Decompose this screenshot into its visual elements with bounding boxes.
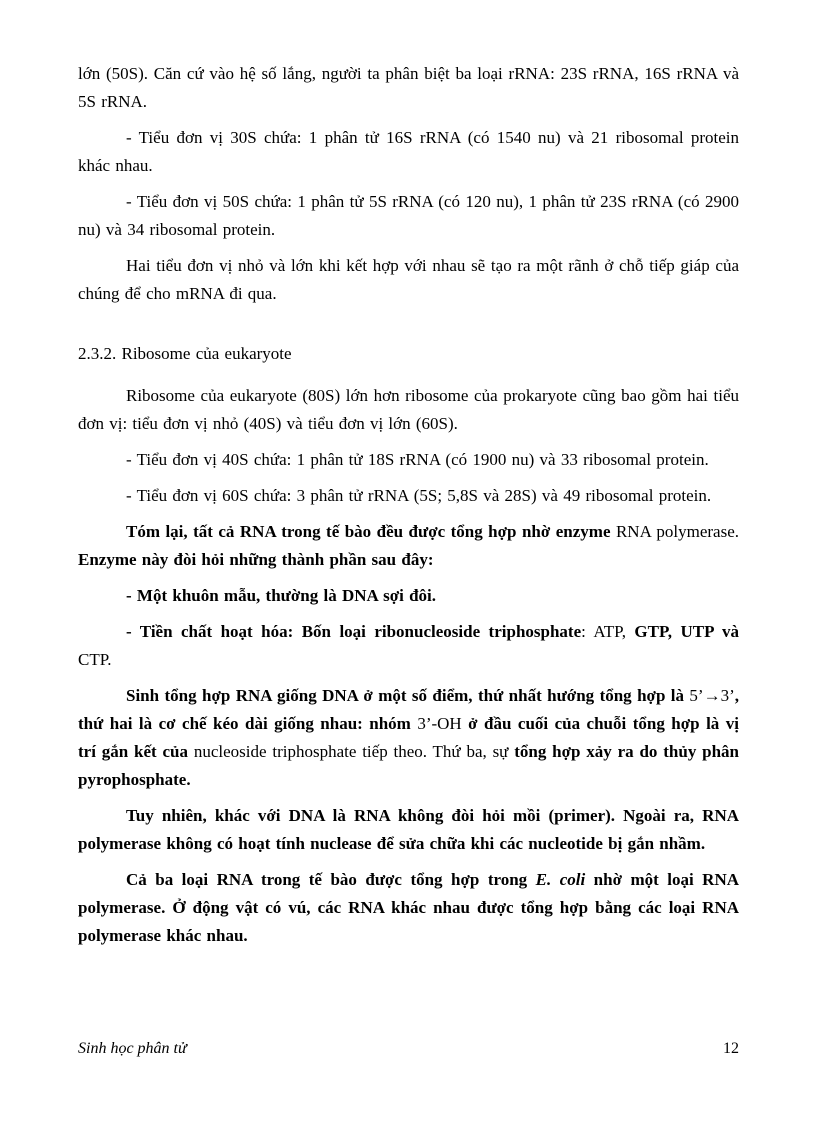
text-run: 2.3.2. Ribosome của eukaryote xyxy=(78,344,292,363)
text-run: tổng hợp xảy ra do thủy phân pyrophosphate. xyxy=(78,742,739,789)
text-run: GTP, UTP và xyxy=(634,622,739,641)
paragraph-subunit-40s xyxy=(78,446,739,474)
paragraph-subunit-30s xyxy=(78,124,739,180)
text-run: lớn (50S). Căn cứ vào hệ số lắng, người ta phân biệt ba loại rRNA: 23S rRNA, 16S rRNA và 5S rRNA. xyxy=(78,64,739,111)
paragraph-subunit-50s xyxy=(78,188,739,244)
footer-title: Sinh học phân tử xyxy=(78,1040,187,1057)
text-run: Tuy nhiên, khác với DNA là RNA không đòi hỏi mồi (primer). Ngoài ra, RNA polymerase không có hoạt tính nuclease để sửa chữa khi các nucleotide bị gắn nhầm. xyxy=(78,806,739,853)
document-body xyxy=(78,60,739,958)
text-run: E. coli xyxy=(535,870,594,889)
text-run: Hai tiểu đơn vị nhỏ và lớn khi kết hợp với nhau sẽ tạo ra một rãnh ở chỗ tiếp giáp của chúng để cho mRNA đi qua. xyxy=(78,256,739,303)
footer xyxy=(78,1038,739,1060)
paragraph-subunits-join xyxy=(78,252,739,308)
text-run: - Tiểu đơn vị 60S chứa: 3 phân tử rRNA (5S; 5,8S và 28S) và 49 ribosomal protein. xyxy=(126,486,712,505)
paragraph-rna-polymerase-types xyxy=(78,866,739,950)
paragraph-eukaryote-ribosome xyxy=(78,382,739,438)
text-run: 5’→3’ xyxy=(689,686,735,705)
paragraph-rna-dna-differences xyxy=(78,802,739,858)
text-run: 3’-OH xyxy=(417,714,469,733)
paragraph-subunit-60s xyxy=(78,482,739,510)
paragraph-rna-synthesis-summary xyxy=(78,518,739,574)
text-run: - Tiểu đơn vị 40S chứa: 1 phân tử 18S rRNA (có 1900 nu) và 33 ribosomal protein. xyxy=(126,450,709,469)
text-run: Sinh tổng hợp RNA giống DNA ở một số điểm, thứ nhất hướng tổng hợp là xyxy=(126,686,690,705)
text-run: - Tiểu đơn vị 30S chứa: 1 phân tử 16S rRNA (có 1540 nu) và 21 ribosomal protein khác nhau. xyxy=(78,128,739,175)
paragraph-rna-dna-similarities xyxy=(78,682,739,794)
text-run: Tóm lại, tất cả RNA trong tế bào đều được tổng hợp nhờ enzyme xyxy=(126,522,616,541)
text-run: , thứ hai là cơ chế kéo dài giống nhau: nhóm xyxy=(78,686,739,733)
section-heading-2-3-2 xyxy=(78,340,739,368)
text-run: - Tiền chất hoạt hóa: Bốn loại ribonucleoside triphosphate xyxy=(126,622,582,641)
text-run: Enzyme này đòi hỏi những thành phần sau đây: xyxy=(78,550,434,569)
text-run: : ATP, xyxy=(581,622,635,641)
text-run: CTP. xyxy=(78,650,112,669)
paragraph-precursors xyxy=(78,618,739,674)
text-run: ở đầu cuối của chuỗi tổng hợp là vị trí gắn kết của xyxy=(78,714,739,761)
text-run: Cả ba loại RNA trong tế bào được tổng hợp trong xyxy=(126,870,536,889)
text-run: - Một khuôn mẫu, thường là DNA sợi đôi. xyxy=(126,586,437,605)
page-number: 12 xyxy=(723,1040,739,1057)
text-run: Ribosome của eukaryote (80S) lớn hơn ribosome của prokaryote cũng bao gồm hai tiểu đơn vị: tiểu đơn vị nhỏ (40S) và tiểu đơn vị lớn (60S). xyxy=(78,386,739,433)
text-run: nhờ một loại RNA polymerase. Ở động vật có vú, các RNA khác nhau được tổng hợp bằng các loại RNA polymerase khác nhau. xyxy=(78,870,739,945)
paragraph-rrna-types xyxy=(78,60,739,116)
text-run: nucleoside triphosphate tiếp theo. Thứ ba, sự xyxy=(193,742,515,761)
text-run: - Tiểu đơn vị 50S chứa: 1 phân tử 5S rRNA (có 120 nu), 1 phân tử 23S rRNA (có 2900 nu) và 34 ribosomal protein. xyxy=(78,192,739,239)
paragraph-template-requirement xyxy=(78,582,739,610)
text-run: RNA polymerase. xyxy=(615,522,739,541)
